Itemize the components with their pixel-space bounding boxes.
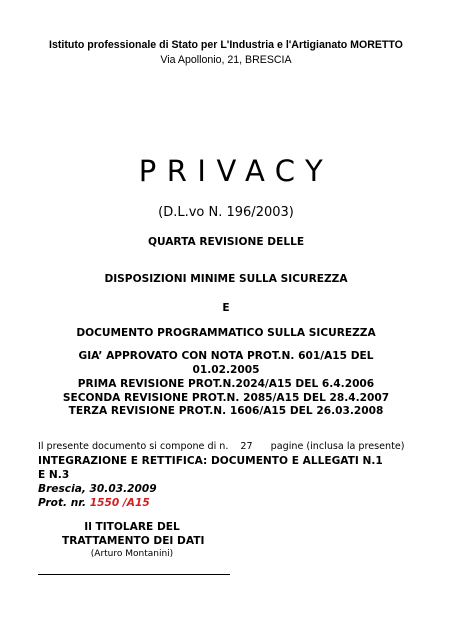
approval-line-5: TERZA REVISIONE PROT.N. 1606/A15 DEL 26.03.2008 bbox=[68, 405, 384, 417]
page-note-suffix: pagine (inclusa la presente) bbox=[270, 441, 405, 452]
institute-name: Istituto professionale di Stato per L'Industria e l'Artigianato MORETTO bbox=[49, 39, 403, 51]
page-count: 27 bbox=[240, 441, 253, 452]
institute-address: Via Apollonio, 21, BRESCIA bbox=[160, 54, 292, 66]
place-date: Brescia, 30.03.2009 bbox=[38, 483, 157, 495]
approval-line-1: GIA’ APPROVATO CON NOTA PROT.N. 601/A15 DEL bbox=[78, 350, 374, 362]
protocol-number: 1550 /A15 bbox=[89, 497, 150, 509]
signatory-title-line-2: TRATTAMENTO DEI DATI bbox=[62, 535, 205, 547]
heading-documento: DOCUMENTO PROGRAMMATICO SULLA SICUREZZA bbox=[76, 327, 376, 339]
integration-line-2: E N.3 bbox=[38, 469, 70, 481]
signatory-name: (Arturo Montanini) bbox=[90, 549, 174, 559]
page-note-prefix: Il presente documento si compone di n. bbox=[38, 441, 229, 452]
signatory-title-line-1: Il TITOLARE DEL bbox=[84, 521, 180, 533]
signature-line bbox=[38, 574, 230, 575]
approval-line-2: 01.02.2005 bbox=[192, 364, 260, 376]
law-reference: (D.L.vo N. 196/2003) bbox=[158, 205, 294, 220]
approval-line-4: SECONDA REVISIONE PROT.N. 2085/A15 DEL 28.4.2007 bbox=[62, 392, 390, 404]
integration-line-1: INTEGRAZIONE E RETTIFICA: DOCUMENTO E ALLEGATI N.1 bbox=[38, 455, 383, 467]
protocol-line bbox=[38, 497, 150, 509]
heading-e: E bbox=[222, 302, 230, 314]
heading-disposizioni: DISPOSIZIONI MINIME SULLA SICUREZZA bbox=[104, 273, 348, 285]
revision-heading: QUARTA REVISIONE DELLE bbox=[147, 236, 305, 248]
protocol-label: Prot. nr. bbox=[38, 497, 86, 509]
approval-line-3: PRIMA REVISIONE PROT.N.2024/A15 DEL 6.4.2006 bbox=[77, 378, 375, 390]
page-count-note bbox=[38, 441, 405, 452]
document-title: PRIVACY bbox=[138, 154, 334, 188]
